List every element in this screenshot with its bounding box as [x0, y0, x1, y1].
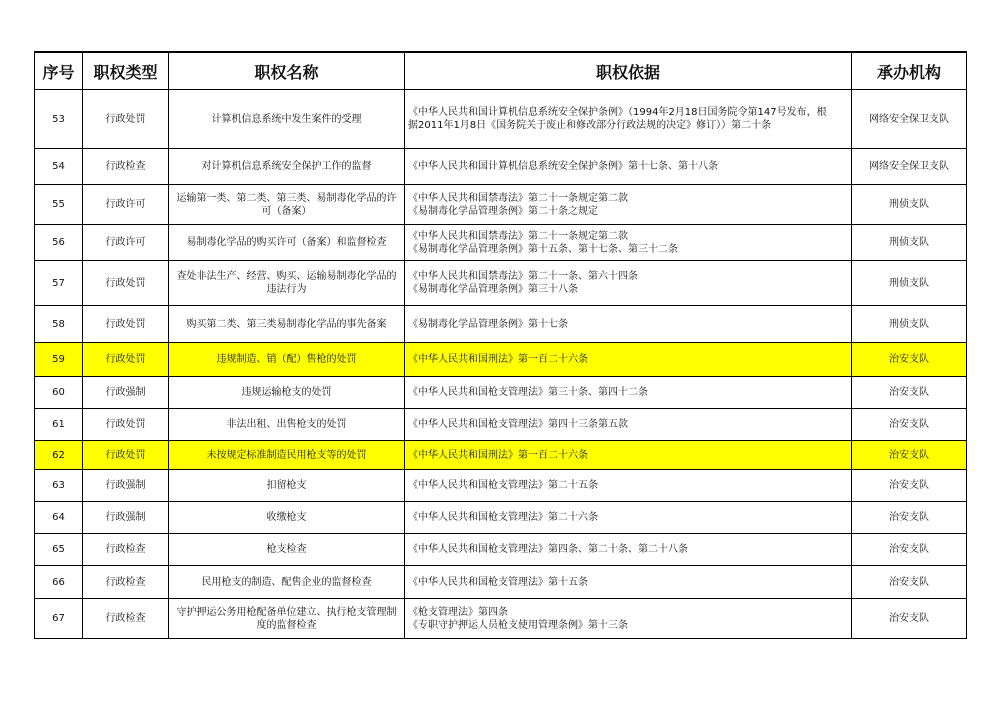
row-seq: 61	[35, 409, 83, 441]
table-row	[35, 409, 967, 441]
row-type: 行政强制	[83, 470, 169, 502]
basis-line: 《专职守护押运人员枪支使用管理条例》第十三条	[408, 619, 628, 631]
row-name: 运输第一类、第二类、第三类、易制毒化学品的许可（备案）	[169, 185, 405, 225]
basis-line: 《中华人民共和国计算机信息系统安全保护条例》（1994年2月18日国务院令第147号发布，根	[408, 107, 827, 118]
row-name: 枪支检查	[169, 534, 405, 566]
basis-line: 《中华人民共和国刑法》第一百二十六条	[408, 354, 588, 365]
table-row	[35, 534, 967, 566]
row-type: 行政处罚	[83, 441, 169, 470]
row-seq: 64	[35, 502, 83, 534]
row-name: 未按规定标准制造民用枪支等的处罚	[169, 441, 405, 470]
row-basis	[405, 261, 852, 306]
basis-line: 《中华人民共和国枪支管理法》第十五条	[408, 576, 588, 588]
row-seq: 54	[35, 149, 83, 185]
basis-line: 《枪支管理法》第四条	[408, 606, 508, 618]
row-basis	[405, 566, 852, 599]
row-type: 行政处罚	[83, 306, 169, 343]
table-row	[35, 599, 967, 639]
row-seq: 57	[35, 261, 83, 306]
row-name: 计算机信息系统中发生案件的受理	[169, 90, 405, 149]
row-basis	[405, 599, 852, 639]
row-name: 违规制造、销（配）售枪的处罚	[169, 343, 405, 377]
row-agency: 刑侦支队	[852, 225, 967, 261]
row-seq: 66	[35, 566, 83, 599]
row-agency: 治安支队	[852, 343, 967, 377]
row-name: 易制毒化学品的购买许可（备案）和监督检查	[169, 225, 405, 261]
table-row	[35, 470, 967, 502]
row-basis	[405, 409, 852, 441]
row-seq: 53	[35, 90, 83, 149]
row-basis	[405, 306, 852, 343]
row-agency: 刑侦支队	[852, 306, 967, 343]
row-basis	[405, 343, 852, 377]
row-type: 行政处罚	[83, 90, 169, 149]
row-name: 非法出租、出售枪支的处罚	[169, 409, 405, 441]
table-row-highlighted	[35, 441, 967, 470]
row-name: 民用枪支的制造、配售企业的监督检查	[169, 566, 405, 599]
table-row	[35, 90, 967, 149]
row-agency: 治安支队	[852, 599, 967, 639]
table-row	[35, 566, 967, 599]
basis-line: 《中华人民共和国禁毒法》第二十一条规定第二款	[408, 230, 628, 242]
row-agency: 治安支队	[852, 409, 967, 441]
table-row	[35, 149, 967, 185]
row-agency: 网络安全保卫支队	[852, 90, 967, 149]
basis-line: 《中华人民共和国枪支管理法》第二十五条	[408, 480, 598, 491]
row-agency: 网络安全保卫支队	[852, 149, 967, 185]
basis-line: 《中华人民共和国枪支管理法》第四十三条第五款	[408, 419, 628, 430]
table-row	[35, 502, 967, 534]
row-agency: 治安支队	[852, 470, 967, 502]
table-row	[35, 261, 967, 306]
row-basis	[405, 470, 852, 502]
basis-line: 《易制毒化学品管理条例》第二十条之规定	[408, 205, 598, 217]
row-agency: 治安支队	[852, 377, 967, 409]
row-name: 收缴枪支	[169, 502, 405, 534]
row-agency: 治安支队	[852, 502, 967, 534]
row-type: 行政强制	[83, 502, 169, 534]
row-name: 购买第二类、第三类易制毒化学品的事先备案	[169, 306, 405, 343]
row-agency: 治安支队	[852, 441, 967, 470]
basis-line: 《中华人民共和国计算机信息系统安全保护条例》第十七条、第十八条	[408, 161, 718, 172]
row-name: 对计算机信息系统安全保护工作的监督	[169, 149, 405, 185]
row-basis	[405, 441, 852, 470]
basis-line: 《易制毒化学品管理条例》第十七条	[408, 318, 568, 330]
row-basis	[405, 149, 852, 185]
table-row	[35, 185, 967, 225]
table-row-highlighted	[35, 343, 967, 377]
row-seq: 67	[35, 599, 83, 639]
row-type: 行政检查	[83, 599, 169, 639]
basis-line: 《易制毒化学品管理条例》第十五条、第十七条、第三十二条	[408, 243, 678, 255]
header-basis: 职权依据	[405, 52, 852, 90]
row-seq: 65	[35, 534, 83, 566]
row-basis	[405, 185, 852, 225]
header-agency: 承办机构	[852, 52, 967, 90]
row-name: 查处非法生产、经营、购买、运输易制毒化学品的违法行为	[169, 261, 405, 306]
row-type: 行政处罚	[83, 343, 169, 377]
basis-line: 《中华人民共和国枪支管理法》第三十条、第四十二条	[408, 387, 648, 398]
row-basis	[405, 90, 852, 149]
row-basis	[405, 502, 852, 534]
row-seq: 55	[35, 185, 83, 225]
row-agency: 治安支队	[852, 534, 967, 566]
row-type: 行政许可	[83, 225, 169, 261]
row-type: 行政处罚	[83, 261, 169, 306]
basis-line: 《中华人民共和国禁毒法》第二十一条规定第二款	[408, 192, 628, 204]
row-basis	[405, 534, 852, 566]
basis-line: 《易制毒化学品管理条例》第三十八条	[408, 284, 578, 295]
header-seq: 序号	[35, 52, 83, 90]
table-row	[35, 306, 967, 343]
row-type: 行政检查	[83, 149, 169, 185]
row-agency: 治安支队	[852, 566, 967, 599]
row-name: 守护押运公务用枪配备单位建立、执行枪支管理制度的监督检查	[169, 599, 405, 639]
header-type: 职权类型	[83, 52, 169, 90]
row-basis	[405, 377, 852, 409]
basis-line: 《中华人民共和国枪支管理法》第二十六条	[408, 512, 598, 523]
row-basis	[405, 225, 852, 261]
authority-table	[34, 51, 967, 639]
table-row	[35, 377, 967, 409]
row-type: 行政强制	[83, 377, 169, 409]
table-header-row	[35, 52, 967, 90]
row-seq: 62	[35, 441, 83, 470]
row-seq: 59	[35, 343, 83, 377]
basis-line: 《中华人民共和国刑法》第一百二十六条	[408, 449, 588, 461]
basis-line: 据2011年1月8日《国务院关于废止和修改部分行政法规的决定》修订））第二十条	[408, 120, 772, 131]
table-row	[35, 225, 967, 261]
row-seq: 56	[35, 225, 83, 261]
row-agency: 刑侦支队	[852, 261, 967, 306]
row-seq: 63	[35, 470, 83, 502]
basis-line: 《中华人民共和国枪支管理法》第四条、第二十条、第二十八条	[408, 544, 688, 555]
basis-line: 《中华人民共和国禁毒法》第二十一条、第六十四条	[408, 271, 638, 282]
row-agency: 刑侦支队	[852, 185, 967, 225]
row-type: 行政检查	[83, 534, 169, 566]
row-name: 违规运输枪支的处罚	[169, 377, 405, 409]
row-type: 行政处罚	[83, 409, 169, 441]
row-seq: 58	[35, 306, 83, 343]
row-type: 行政许可	[83, 185, 169, 225]
row-name: 扣留枪支	[169, 470, 405, 502]
header-name: 职权名称	[169, 52, 405, 90]
row-seq: 60	[35, 377, 83, 409]
row-type: 行政检查	[83, 566, 169, 599]
